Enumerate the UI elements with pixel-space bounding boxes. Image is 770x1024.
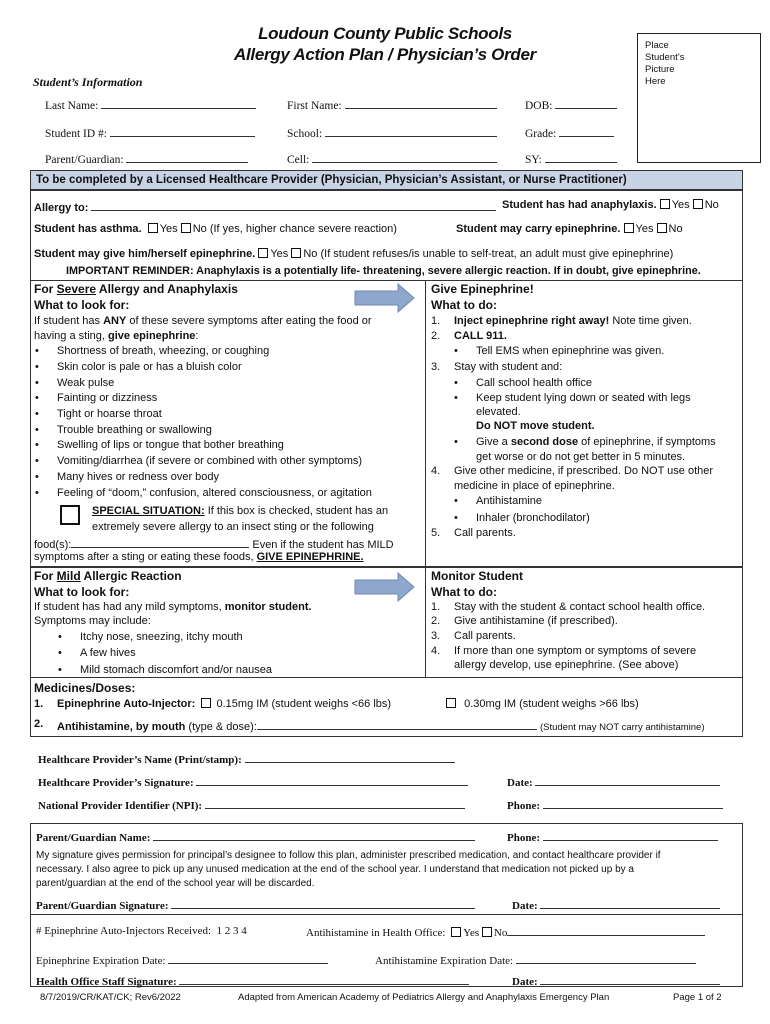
parent-name-field[interactable] bbox=[36, 830, 475, 844]
special-situation-title: SPECIAL SITUATION: bbox=[92, 505, 205, 517]
had-anaphylaxis-label: Student has had anaphylaxis. bbox=[502, 199, 657, 211]
severe-intro-2 bbox=[34, 330, 198, 342]
cell-field[interactable] bbox=[287, 151, 497, 166]
give-epinephrine-emphasis: GIVE EPINEPHRINE. bbox=[256, 551, 364, 563]
dose-030-checkbox[interactable] bbox=[446, 698, 456, 708]
severe-symptom: • Tight or hoarse throat bbox=[57, 408, 162, 420]
has-asthma-label: Student has asthma. bbox=[34, 223, 142, 235]
arrow-right-icon bbox=[354, 572, 416, 602]
antihistamine-office-row bbox=[306, 925, 705, 939]
severe-symptom: • Vomiting/diarrhea (if severe or combined with other symptoms) bbox=[57, 455, 362, 467]
mild-intro bbox=[34, 601, 312, 613]
epi-step-3: Stay with student and: bbox=[454, 361, 563, 373]
parent-signature-field[interactable] bbox=[36, 898, 475, 912]
photo-label-line: Student’s bbox=[645, 52, 685, 63]
consent-line: My signature gives permission for principal’s designee to follow this plan, administer prescribed medication, and contact healthcare provider if bbox=[36, 850, 661, 861]
date-label: Date: bbox=[512, 976, 538, 988]
severe-symptom: • Swelling of lips or tongue that bother breathing bbox=[57, 439, 284, 451]
epi-substep: • Keep student lying down or seated with legs bbox=[476, 392, 691, 404]
foods-label: food(s): bbox=[34, 539, 72, 551]
do-not-move-student: Do NOT move student. bbox=[476, 420, 595, 432]
phone-label: Phone: bbox=[507, 832, 540, 844]
monitor-step: Give antihistamine (if prescribed). bbox=[454, 615, 618, 627]
provider-banner-text: To be completed by a Licensed Healthcare Provider (Physician, Physician’s Assistant, or Nurse Practitioner) bbox=[36, 174, 627, 186]
intro-text: having a sting, bbox=[34, 330, 108, 342]
give-epi-what-to-do: What to do: bbox=[431, 298, 497, 312]
special-situation-line-1 bbox=[92, 505, 388, 517]
npi-field[interactable] bbox=[38, 798, 465, 812]
school-field[interactable] bbox=[287, 125, 497, 140]
epi-received-counts[interactable]: 1 2 3 4 bbox=[216, 925, 247, 937]
epi-expiration-field[interactable] bbox=[36, 953, 328, 967]
epi-step-bold: Inject epinephrine right away! bbox=[454, 315, 610, 327]
severe-intro-1 bbox=[34, 315, 372, 327]
self-no-checkbox[interactable] bbox=[291, 248, 301, 258]
epi-step-num: 1. bbox=[431, 315, 441, 327]
mild-look-for: What to look for: bbox=[34, 585, 130, 599]
severe-symptom: • Shortness of breath, wheezing, or coughing bbox=[57, 345, 269, 357]
sy-field[interactable] bbox=[525, 151, 617, 166]
epi-substep-cont: elevated. bbox=[476, 406, 521, 418]
student-picture-box[interactable] bbox=[637, 33, 761, 163]
parent-guardian-label: Parent/Guardian: bbox=[45, 154, 124, 166]
special-situation-checkbox[interactable] bbox=[60, 505, 80, 525]
antihistamine-expiration-field[interactable] bbox=[375, 953, 696, 967]
title-line-2: Allergy Action Plan / Physician’s Order bbox=[234, 45, 536, 64]
staff-signature-label: Health Office Staff Signature: bbox=[36, 976, 177, 988]
provider-signature-label: Healthcare Provider’s Signature: bbox=[38, 777, 194, 789]
mild-title-underlined: Mild bbox=[56, 569, 81, 583]
epi-step-4-cont: medicine in place of epinephrine. bbox=[454, 480, 615, 492]
allergy-to-field[interactable] bbox=[34, 199, 496, 214]
provider-name-label: Healthcare Provider’s Name (Print/stamp): bbox=[38, 754, 242, 766]
severe-symptom: • Fainting or dizziness bbox=[57, 392, 157, 404]
cell-label: Cell: bbox=[287, 154, 310, 166]
severe-title bbox=[34, 282, 238, 296]
phone-label: Phone: bbox=[507, 800, 540, 812]
monitor-student-emphasis: monitor student. bbox=[224, 601, 312, 613]
epi-auto-injector-label: Epinephrine Auto-Injector: bbox=[57, 698, 196, 710]
epi-step-num: 3. bbox=[431, 361, 441, 373]
special-text: symptoms after a sting or eating these foods, bbox=[34, 551, 257, 563]
first-name-label: First Name: bbox=[287, 100, 342, 112]
special-foods-field[interactable] bbox=[34, 536, 394, 551]
student-id-label: Student ID #: bbox=[45, 128, 107, 140]
epi-received-row bbox=[36, 925, 247, 937]
parent-phone-field[interactable] bbox=[507, 830, 718, 844]
monitor-step-num: 4. bbox=[431, 645, 441, 657]
monitor-step: If more than one symptom or symptoms of severe bbox=[454, 645, 697, 657]
intro-bold: give epinephrine bbox=[108, 330, 196, 342]
self-yes-checkbox[interactable] bbox=[258, 248, 268, 258]
severe-title-post: Allergy and Anaphylaxis bbox=[96, 282, 238, 296]
photo-label-line: Place bbox=[645, 40, 669, 51]
epi-substep: • Tell EMS when epinephrine was given. bbox=[476, 345, 664, 357]
dob-field[interactable] bbox=[525, 97, 617, 112]
med-num: 1. bbox=[34, 698, 44, 710]
no-label: No bbox=[668, 223, 683, 235]
carry-yes-checkbox[interactable] bbox=[624, 223, 634, 233]
dose-015-checkbox[interactable] bbox=[201, 698, 211, 708]
parent-signature-label: Parent/Guardian Signature: bbox=[36, 900, 169, 912]
epi-step-5: Call parents. bbox=[454, 527, 516, 539]
epi-step-1 bbox=[454, 315, 692, 327]
anaphylaxis-no-checkbox[interactable] bbox=[693, 199, 703, 209]
antihistamine-expiration-label: Antihistamine Expiration Date: bbox=[375, 955, 514, 967]
severe-title-underlined: Severe bbox=[56, 282, 97, 296]
second-dose-emphasis: second dose bbox=[510, 436, 579, 448]
intro-text: of these severe symptoms after eating the food or bbox=[126, 315, 372, 327]
may-carry-row bbox=[456, 223, 683, 235]
important-reminder: IMPORTANT REMINDER: Anaphylaxis is a potentially life- threatening, severe allergic reaction. If in doubt, give epinephrine. bbox=[66, 265, 701, 277]
yes-label: Yes bbox=[270, 248, 289, 260]
severe-title-pre: For bbox=[34, 282, 57, 296]
severe-symptom: • Many hives or redness over body bbox=[57, 471, 219, 483]
anaphylaxis-yes-checkbox[interactable] bbox=[660, 199, 670, 209]
epi-auto-injector-row bbox=[57, 698, 391, 710]
consent-line: parent/guardian at the end of the school year will be discarded. bbox=[36, 878, 315, 889]
asthma-note: No (If yes, higher chance severe reaction) bbox=[192, 223, 397, 235]
monitor-step-num: 1. bbox=[431, 601, 441, 613]
footer-revision: 8/7/2019/CR/KAT/CK; Rev6/2022 bbox=[40, 992, 181, 1003]
monitor-step-cont: allergy develop, use epinephrine. (See above) bbox=[454, 659, 679, 671]
grade-field[interactable] bbox=[525, 125, 614, 140]
special-text: Even if the student has MILD bbox=[249, 539, 394, 551]
monitor-title: Monitor Student bbox=[431, 569, 523, 583]
provider-date-field[interactable] bbox=[507, 775, 720, 789]
school-label: School: bbox=[287, 128, 323, 140]
epi-substep-cont: get worse or do not get better in 5 minutes. bbox=[476, 451, 686, 463]
antihistamine-office-label: Antihistamine in Health Office: bbox=[306, 927, 446, 939]
npi-label: National Provider Identifier (NPI): bbox=[38, 800, 203, 812]
provider-name-field[interactable] bbox=[38, 752, 455, 766]
epi-substep: • Inhaler (bronchodilator) bbox=[476, 512, 590, 524]
give-epi-title: Give Epinephrine! bbox=[431, 282, 534, 296]
yes-label: Yes bbox=[463, 927, 480, 939]
severe-divider bbox=[425, 280, 426, 567]
allergy-to-label: Allergy to: bbox=[34, 202, 89, 214]
yes-label: Yes bbox=[635, 223, 654, 235]
epi-substep: • Antihistamine bbox=[476, 495, 542, 507]
severe-symptom: • Trouble breathing or swallowing bbox=[57, 424, 212, 436]
dose-030-row bbox=[446, 698, 639, 710]
mild-symptom: • Itchy nose, sneezing, itchy mouth bbox=[80, 631, 243, 643]
asthma-no-checkbox[interactable] bbox=[181, 223, 191, 233]
asthma-row bbox=[34, 223, 397, 235]
epi-step-text: Note time given. bbox=[609, 315, 692, 327]
date-label: Date: bbox=[512, 900, 538, 912]
mild-title-post: Allergic Reaction bbox=[80, 569, 182, 583]
grade-label: Grade: bbox=[525, 128, 557, 140]
severe-symptom: • Feeling of “doom,” confusion, altered consciousness, or agitation bbox=[57, 487, 372, 499]
parent-name-label: Parent/Guardian Name: bbox=[36, 832, 151, 844]
epi-substep bbox=[476, 436, 716, 448]
special-situation-line-4 bbox=[34, 551, 364, 563]
yes-label: Yes bbox=[671, 199, 690, 211]
parent-date-field[interactable] bbox=[512, 898, 720, 912]
medicines-title: Medicines/Doses: bbox=[34, 681, 136, 695]
office-yes-checkbox[interactable] bbox=[451, 927, 461, 937]
may-carry-label: Student may carry epinephrine. bbox=[456, 223, 621, 235]
epi-step-num: 4. bbox=[431, 465, 441, 477]
provider-banner bbox=[30, 170, 743, 190]
severe-symptom: • Skin color is pale or has a bluish color bbox=[57, 361, 242, 373]
epi-step-text: of epinephrine, if symptoms bbox=[578, 436, 716, 448]
carry-no-checkbox[interactable] bbox=[657, 223, 667, 233]
office-no-checkbox[interactable] bbox=[482, 927, 492, 937]
sy-label: SY: bbox=[525, 154, 542, 166]
intro-text: : bbox=[195, 330, 199, 342]
provider-signature-field[interactable] bbox=[38, 775, 468, 789]
asthma-yes-checkbox[interactable] bbox=[148, 223, 158, 233]
antihistamine-field[interactable] bbox=[57, 718, 705, 733]
med-num: 2. bbox=[34, 718, 44, 730]
may-give-note: No (If student refuses/is unable to self-treat, an adult must give epinephrine) bbox=[303, 248, 674, 260]
dose-030-label: 0.30mg IM (student weighs >66 lbs) bbox=[464, 698, 639, 710]
epi-step-2: CALL 911. bbox=[454, 330, 507, 342]
title-line-1: Loudoun County Public Schools bbox=[258, 24, 512, 43]
student-id-field[interactable] bbox=[45, 125, 255, 140]
intro-text: If student has had any mild symptoms, bbox=[34, 601, 225, 613]
mild-symptom: • Mild stomach discomfort and/or nausea bbox=[80, 664, 272, 676]
staff-date-field[interactable] bbox=[512, 974, 720, 988]
provider-phone-field[interactable] bbox=[507, 798, 723, 812]
epi-step-4: Give other medicine, if prescribed. Do NOT use other bbox=[454, 465, 714, 477]
mild-symptom: • A few hives bbox=[80, 647, 136, 659]
no-label: No bbox=[704, 199, 719, 211]
epi-received-label: # Epinephrine Auto-Injectors Received: bbox=[36, 925, 212, 937]
epi-step-num: 2. bbox=[431, 330, 441, 342]
student-info-heading: Student’s Information bbox=[33, 75, 143, 89]
mild-divider bbox=[425, 567, 426, 678]
special-situation-line-2: extremely severe allergy to an insect sting or the following bbox=[92, 521, 374, 533]
footer-page: Page 1 of 2 bbox=[673, 992, 722, 1003]
no-label: No bbox=[493, 927, 508, 939]
severe-look-for: What to look for: bbox=[34, 298, 130, 312]
photo-label-line: Picture bbox=[645, 64, 675, 75]
monitor-step: Stay with the student & contact school health office. bbox=[454, 601, 706, 613]
epi-step-num: 5. bbox=[431, 527, 441, 539]
arrow-right-icon bbox=[354, 283, 416, 313]
mild-title-pre: For bbox=[34, 569, 57, 583]
self-administer-row bbox=[34, 248, 673, 260]
dob-label: DOB: bbox=[525, 100, 553, 112]
mild-title bbox=[34, 569, 182, 583]
antihistamine-note: (type & dose): bbox=[185, 721, 257, 733]
parent-guardian-field[interactable] bbox=[45, 151, 248, 166]
epi-expiration-label: Epinephrine Expiration Date: bbox=[36, 955, 166, 967]
antihistamine-carry-note: (Student may NOT carry antihistamine) bbox=[539, 722, 705, 733]
antihistamine-label: Antihistamine, by mouth bbox=[57, 721, 186, 733]
may-give-label: Student may give him/herself epinephrine. bbox=[34, 248, 256, 260]
monitor-step-num: 2. bbox=[431, 615, 441, 627]
monitor-step-num: 3. bbox=[431, 630, 441, 642]
footer-source: Adapted from American Academy of Pediatrics Allergy and Anaphylaxis Emergency Plan bbox=[238, 992, 610, 1003]
last-name-label: Last Name: bbox=[45, 100, 99, 112]
last-name-field[interactable] bbox=[45, 97, 256, 112]
monitor-what-to-do: What to do: bbox=[431, 585, 497, 599]
special-text: If this box is checked, student has an bbox=[204, 505, 389, 517]
dose-015-label: 0.15mg IM (student weighs <66 lbs) bbox=[216, 698, 392, 710]
epi-step-text: Give a bbox=[476, 436, 511, 448]
had-anaphylaxis-row bbox=[502, 199, 719, 211]
date-label: Date: bbox=[507, 777, 533, 789]
consent-line: necessary. I also agree to pick up any unused medication at the end of the school year. I understand that medication not picked up by a bbox=[36, 864, 634, 875]
first-name-field[interactable] bbox=[287, 97, 497, 112]
epi-substep: • Call school health office bbox=[476, 377, 592, 389]
staff-signature-field[interactable] bbox=[36, 974, 469, 988]
photo-label-line: Here bbox=[645, 76, 666, 87]
monitor-step: Call parents. bbox=[454, 630, 516, 642]
mild-may-include: Symptoms may include: bbox=[34, 615, 151, 627]
intro-bold: ANY bbox=[103, 315, 127, 327]
severe-symptom: • Weak pulse bbox=[57, 377, 114, 389]
yes-label: Yes bbox=[159, 223, 178, 235]
intro-text: If student has bbox=[34, 315, 104, 327]
section-divider bbox=[30, 914, 743, 915]
